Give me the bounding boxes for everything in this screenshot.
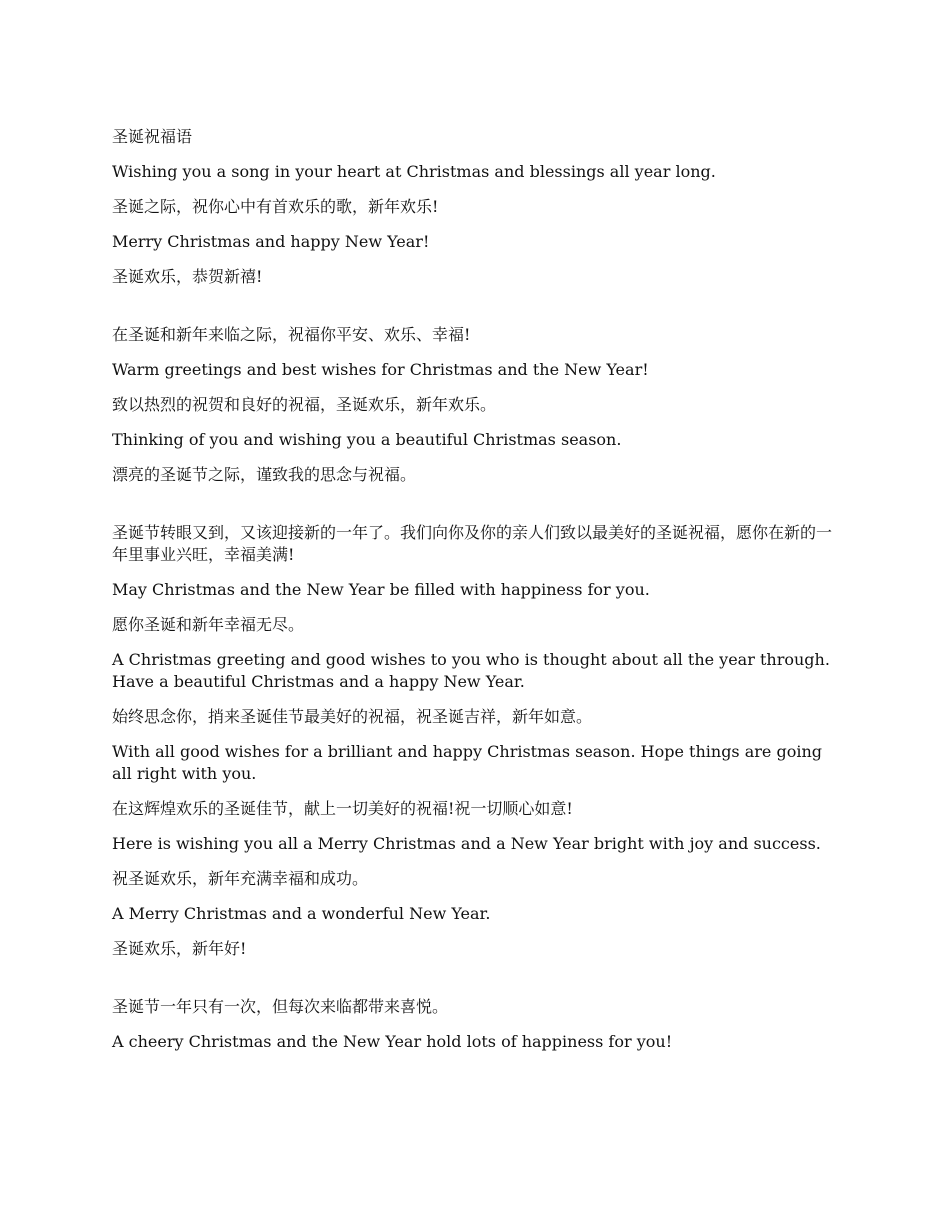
paragraph: Here is wishing you all a Merry Christmas and a New Year bright with joy and success. bbox=[112, 834, 821, 853]
paragraph: 致以热烈的祝贺和良好的祝福，圣诞欢乐，新年欢乐。 bbox=[112, 395, 497, 414]
paragraph: 圣诞节一年只有一次，但每次来临都带来喜悦。 bbox=[112, 997, 449, 1016]
paragraph: 圣诞欢乐，新年好! bbox=[112, 939, 247, 958]
document-body bbox=[112, 126, 832, 1066]
paragraph: 愿你圣诞和新年幸福无尽。 bbox=[112, 615, 305, 634]
document-title: 圣诞祝福语 bbox=[112, 127, 193, 146]
paragraph: 圣诞欢乐，恭贺新禧! bbox=[112, 267, 263, 286]
paragraph: Warm greetings and best wishes for Christmas and the New Year! bbox=[112, 360, 649, 379]
paragraph: Merry Christmas and happy New Year! bbox=[112, 232, 430, 251]
paragraph: A Christmas greeting and good wishes to you who is thought about all the year through. Have a beautiful Christmas and a happy New Year. bbox=[112, 650, 830, 691]
paragraph: With all good wishes for a brilliant and happy Christmas season. Hope things are going all right with you. bbox=[112, 742, 823, 783]
paragraph: 在圣诞和新年来临之际，祝福你平安、欢乐、幸福! bbox=[112, 325, 471, 344]
paragraph: 始终思念你，捎来圣诞佳节最美好的祝福，祝圣诞吉祥，新年如意。 bbox=[112, 707, 593, 726]
paragraph: Wishing you a song in your heart at Christmas and blessings all year long. bbox=[112, 162, 716, 181]
paragraph: A Merry Christmas and a wonderful New Year. bbox=[112, 904, 491, 923]
paragraph: 在这辉煌欢乐的圣诞佳节，献上一切美好的祝福!祝一切顺心如意! bbox=[112, 799, 573, 818]
paragraph: 祝圣诞欢乐，新年充满幸福和成功。 bbox=[112, 869, 369, 888]
paragraph: Thinking of you and wishing you a beautiful Christmas season. bbox=[112, 430, 622, 449]
paragraph: A cheery Christmas and the New Year hold lots of happiness for you! bbox=[112, 1032, 673, 1051]
paragraph: 圣诞节转眼又到，又该迎接新的一年了。我们向你及你的亲人们致以最美好的圣诞祝福，愿你在新的一年里事业兴旺，幸福美满! bbox=[112, 523, 833, 564]
paragraph: 圣诞之际，祝你心中有首欢乐的歌，新年欢乐! bbox=[112, 197, 439, 216]
paragraph: 漂亮的圣诞节之际，谨致我的思念与祝福。 bbox=[112, 465, 417, 484]
paragraph: May Christmas and the New Year be filled with happiness for you. bbox=[112, 580, 650, 599]
